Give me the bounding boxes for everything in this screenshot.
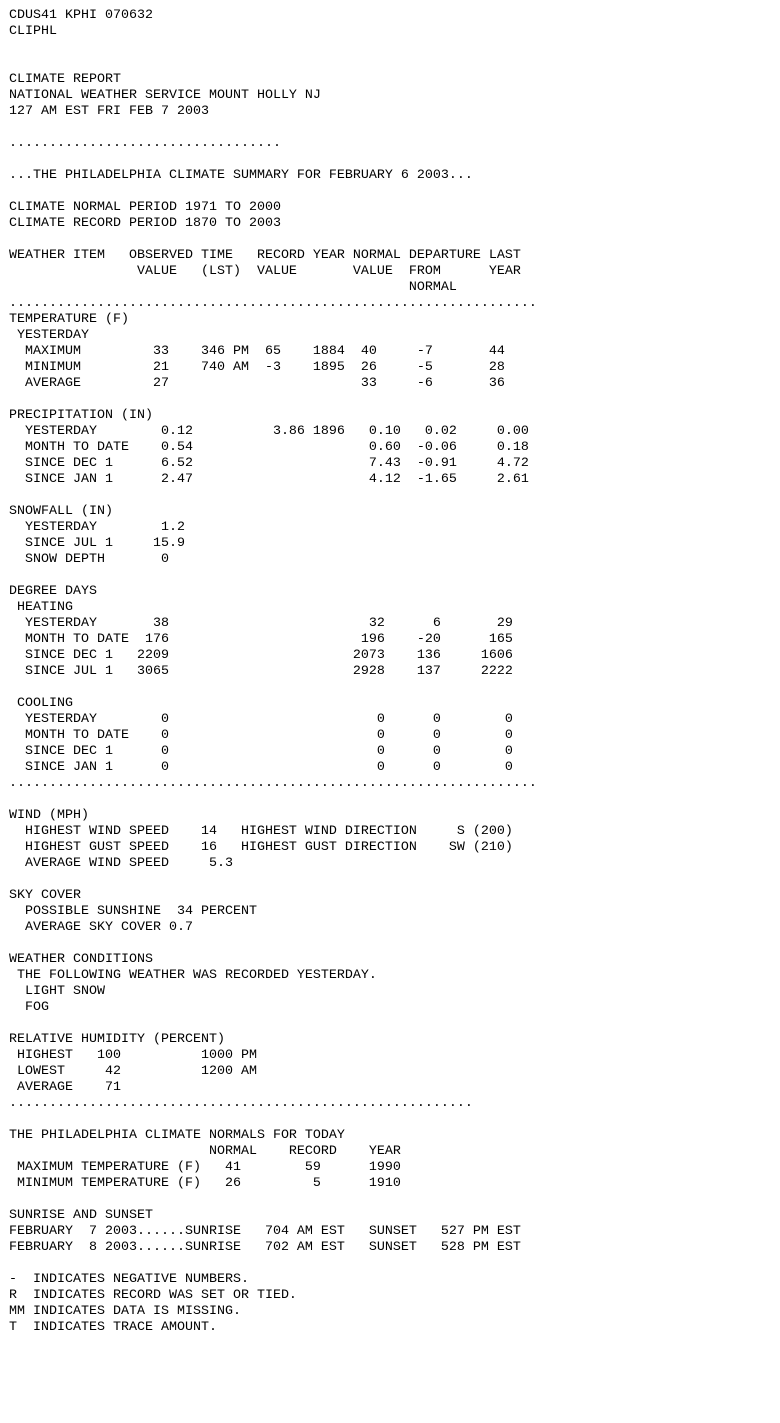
report-line: YESTERDAY [9,328,89,343]
report-line: .................................................................. [9,776,537,791]
report-line: FEBRUARY 7 2003......SUNRISE 704 AM EST SUNSET 527 PM EST [9,1224,521,1239]
report-line: SINCE JAN 1 0 0 0 0 [9,760,513,775]
report-line: WIND (MPH) [9,808,89,823]
report-line: YESTERDAY 1.2 [9,520,185,535]
report-line: SNOW DEPTH 0 [9,552,169,567]
report-line [9,936,780,952]
report-line: POSSIBLE SUNSHINE 34 PERCENT [9,904,257,919]
report-line [9,1192,780,1208]
report-line: NATIONAL WEATHER SERVICE MOUNT HOLLY NJ [9,88,321,103]
report-line [9,568,780,584]
report-line: MONTH TO DATE 0.54 0.60 -0.06 0.18 [9,440,529,455]
report-line [9,792,780,808]
report-line [9,120,780,136]
report-line: SINCE DEC 1 6.52 7.43 -0.91 4.72 [9,456,529,471]
report-line [9,56,780,72]
report-line: DEGREE DAYS [9,584,97,599]
report-line [9,152,780,168]
report-line: .................................................................. [9,296,537,311]
report-line: AVERAGE SKY COVER 0.7 [9,920,193,935]
report-line: CLIMATE NORMAL PERIOD 1971 TO 2000 [9,200,281,215]
report-line: WEATHER ITEM OBSERVED TIME RECORD YEAR NORMAL DEPARTURE LAST [9,248,521,263]
report-line [9,184,780,200]
report-line: YESTERDAY 0 0 0 0 [9,712,513,727]
report-line: YESTERDAY 38 32 6 29 [9,616,513,631]
report-line [9,872,780,888]
report-line: NORMAL RECORD YEAR [9,1144,401,1159]
report-line: AVERAGE WIND SPEED 5.3 [9,856,233,871]
report-line: - INDICATES NEGATIVE NUMBERS. [9,1272,249,1287]
report-line: ...THE PHILADELPHIA CLIMATE SUMMARY FOR FEBRUARY 6 2003... [9,168,473,183]
report-line [9,40,780,56]
report-line: .......................................................... [9,1096,473,1111]
report-line: LOWEST 42 1200 AM [9,1064,257,1079]
report-line: LIGHT SNOW [9,984,105,999]
report-line: MAXIMUM TEMPERATURE (F) 41 59 1990 [9,1160,401,1175]
report-line: HEATING [9,600,73,615]
report-line [9,1256,780,1272]
report-line: AVERAGE 71 [9,1080,121,1095]
report-line: MONTH TO DATE 0 0 0 0 [9,728,513,743]
report-line: MINIMUM TEMPERATURE (F) 26 5 1910 [9,1176,401,1191]
report-line: VALUE (LST) VALUE VALUE FROM YEAR [9,264,521,279]
report-line: T INDICATES TRACE AMOUNT. [9,1320,217,1335]
report-line: TEMPERATURE (F) [9,312,129,327]
report-line: MINIMUM 21 740 AM -3 1895 26 -5 28 [9,360,505,375]
report-line: SNOWFALL (IN) [9,504,113,519]
report-line [9,680,780,696]
report-line: CLIPHL [9,24,57,39]
report-line: .................................. [9,136,281,151]
report-line: CLIMATE REPORT [9,72,121,87]
report-line: CDUS41 KPHI 070632 [9,8,153,23]
report-line: THE FOLLOWING WEATHER WAS RECORDED YESTERDAY. [9,968,377,983]
report-line: MONTH TO DATE 176 196 -20 165 [9,632,513,647]
report-line: MAXIMUM 33 346 PM 65 1884 40 -7 44 [9,344,505,359]
report-line: SINCE DEC 1 2209 2073 136 1606 [9,648,513,663]
report-line: THE PHILADELPHIA CLIMATE NORMALS FOR TODAY [9,1128,345,1143]
report-line: FEBRUARY 8 2003......SUNRISE 702 AM EST SUNSET 528 PM EST [9,1240,521,1255]
report-line: HIGHEST GUST SPEED 16 HIGHEST GUST DIRECTION SW (210) [9,840,513,855]
report-line: SINCE DEC 1 0 0 0 0 [9,744,513,759]
report-line: 127 AM EST FRI FEB 7 2003 [9,104,209,119]
report-line: R INDICATES RECORD WAS SET OR TIED. [9,1288,297,1303]
report-line: COOLING [9,696,73,711]
report-line: HIGHEST 100 1000 PM [9,1048,257,1063]
report-line: NORMAL [9,280,457,295]
report-line [9,392,780,408]
report-line: AVERAGE 27 33 -6 36 [9,376,505,391]
report-line: MM INDICATES DATA IS MISSING. [9,1304,241,1319]
report-line: WEATHER CONDITIONS [9,952,153,967]
report-line [9,1016,780,1032]
report-line: HIGHEST WIND SPEED 14 HIGHEST WIND DIRECTION S (200) [9,824,513,839]
report-line: YESTERDAY 0.12 3.86 1896 0.10 0.02 0.00 [9,424,529,439]
report-line: SUNRISE AND SUNSET [9,1208,153,1223]
report-line [9,232,780,248]
report-line: SINCE JUL 1 15.9 [9,536,185,551]
report-line: RELATIVE HUMIDITY (PERCENT) [9,1032,225,1047]
report-line: SINCE JAN 1 2.47 4.12 -1.65 2.61 [9,472,529,487]
report-line: PRECIPITATION (IN) [9,408,153,423]
report-line: FOG [9,1000,49,1015]
report-line [9,488,780,504]
report-line: CLIMATE RECORD PERIOD 1870 TO 2003 [9,216,281,231]
report-line: SINCE JUL 1 3065 2928 137 2222 [9,664,513,679]
report-line [9,1112,780,1128]
report-line: SKY COVER [9,888,81,903]
